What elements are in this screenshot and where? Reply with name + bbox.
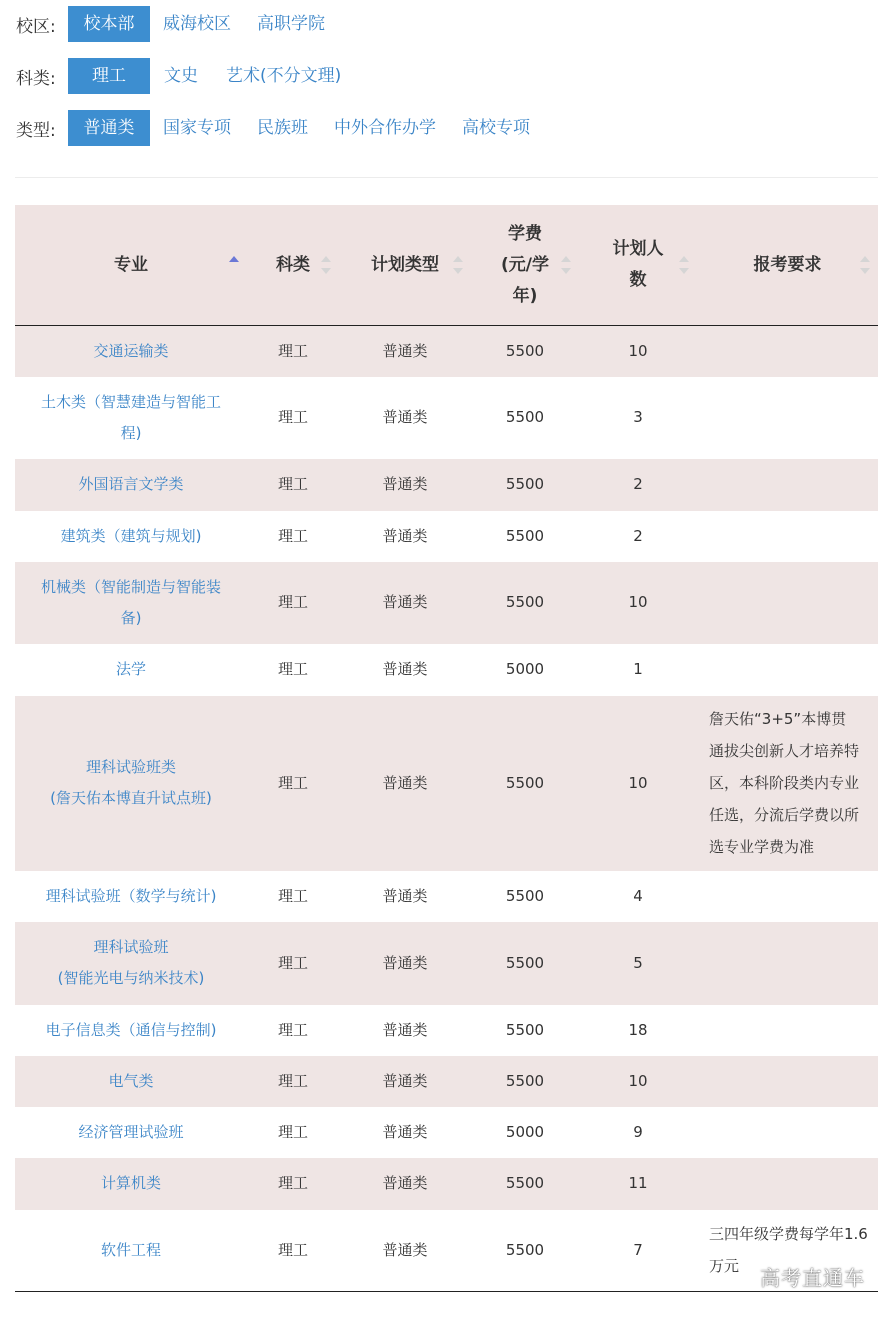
count-cell: 18 <box>579 1005 697 1056</box>
major-link[interactable] <box>15 1005 247 1056</box>
table-row <box>15 1056 878 1107</box>
count-cell: 3 <box>579 377 697 459</box>
header-plan-count-line: 计划人 <box>612 239 664 259</box>
requirement-text-line: 选专业学费为准 <box>709 838 815 856</box>
major-link[interactable] <box>15 644 247 696</box>
subject-filter <box>16 58 355 94</box>
tuition-cell: 5500 <box>471 922 579 1005</box>
header-tuition-line: (元/学 <box>501 254 549 275</box>
type-option-sino-foreign[interactable]: 中外合作办学 <box>334 118 436 138</box>
count-cell: 1 <box>579 644 697 696</box>
plan-type-cell: 普通类 <box>339 562 471 644</box>
sort-icon[interactable] <box>860 255 870 275</box>
major-text-line: 外国语言文学类 <box>78 475 184 493</box>
subject-option-liberal-arts[interactable]: 文史 <box>164 66 198 86</box>
header-major-label: 专业 <box>114 254 148 275</box>
major-link[interactable] <box>15 1158 247 1210</box>
plan-type-cell: 普通类 <box>339 1107 471 1158</box>
header-tuition-line: 年) <box>512 285 538 306</box>
table-row <box>15 562 878 644</box>
subject-cell: 理工 <box>247 922 339 1005</box>
header-subject[interactable] <box>247 205 339 326</box>
table-row <box>15 1210 878 1292</box>
major-text-line: 法学 <box>115 660 146 678</box>
count-cell: 2 <box>579 459 697 511</box>
table-row <box>15 696 878 871</box>
major-text-line: 土木类（智慧建造与智能工 <box>40 392 221 411</box>
major-text-line: 软件工程 <box>100 1240 161 1259</box>
requirement-text-line: 任选，分流后学费以所 <box>709 806 860 824</box>
plan-type-cell: 普通类 <box>339 922 471 1005</box>
campus-filter <box>16 6 338 42</box>
type-option-national[interactable]: 国家专项 <box>163 118 231 138</box>
requirement-cell <box>697 1005 878 1056</box>
plan-type-cell: 普通类 <box>339 1056 471 1107</box>
major-link[interactable] <box>15 922 247 1005</box>
header-tuition-line: 学费 <box>508 223 542 244</box>
plan-type-cell: 普通类 <box>339 511 471 562</box>
sort-icon[interactable] <box>321 255 331 275</box>
requirement-cell <box>697 922 878 1005</box>
subject-filter-label: 科类: <box>16 68 56 89</box>
subject-cell: 理工 <box>247 871 339 922</box>
tuition-cell: 5500 <box>471 511 579 562</box>
subject-cell: 理工 <box>247 644 339 696</box>
tuition-cell: 5500 <box>471 459 579 511</box>
subject-cell: 理工 <box>247 562 339 644</box>
subject-cell: 理工 <box>247 696 339 871</box>
table-row <box>15 511 878 562</box>
table-row <box>15 1005 878 1056</box>
plan-type-cell: 普通类 <box>339 696 471 871</box>
plan-type-cell: 普通类 <box>339 459 471 511</box>
major-text-line: 计算机类 <box>100 1174 161 1192</box>
table-row <box>15 1107 878 1158</box>
requirement-cell <box>697 459 878 511</box>
major-text-line: 备) <box>120 608 142 627</box>
count-cell: 7 <box>579 1210 697 1292</box>
table-body <box>15 326 878 1292</box>
major-text-line: 交通运输类 <box>93 341 169 360</box>
header-subject-label: 科类 <box>276 254 310 275</box>
major-text-line: 理科试验班 <box>93 938 169 956</box>
tuition-cell: 5500 <box>471 326 579 377</box>
major-text-line: 经济管理试验班 <box>78 1122 184 1141</box>
count-cell: 4 <box>579 871 697 922</box>
requirement-text-line: 詹天佑“3+5”本博贯 <box>709 710 847 728</box>
requirement-cell <box>697 1158 878 1210</box>
type-option-university-special[interactable]: 高校专项 <box>462 118 530 138</box>
count-cell: 10 <box>579 1056 697 1107</box>
enrollment-plan-table <box>15 205 878 1292</box>
plan-type-cell: 普通类 <box>339 326 471 377</box>
count-cell: 2 <box>579 511 697 562</box>
requirement-cell <box>697 377 878 459</box>
table-row <box>15 1158 878 1210</box>
tuition-cell: 5500 <box>471 377 579 459</box>
plan-type-cell: 普通类 <box>339 1210 471 1292</box>
requirement-cell <box>697 1056 878 1107</box>
subject-cell: 理工 <box>247 377 339 459</box>
major-text-line: 建筑类（建筑与规划) <box>60 526 202 545</box>
sort-icon[interactable] <box>453 255 463 275</box>
requirement-text-line: 区，本科阶段类内专业 <box>709 774 860 792</box>
tuition-cell: 5500 <box>471 871 579 922</box>
table-header-row <box>15 205 878 326</box>
header-plan-type-label: 计划类型 <box>371 254 439 275</box>
requirement-text-line: 万元 <box>709 1257 740 1276</box>
requirement-text-line: 通拔尖创新人才培养特 <box>709 742 860 760</box>
subject-cell: 理工 <box>247 1107 339 1158</box>
tuition-cell: 5500 <box>471 696 579 871</box>
major-text-line: 理科试验班类 <box>85 758 176 776</box>
subject-cell: 理工 <box>247 1158 339 1210</box>
tuition-cell: 5500 <box>471 1210 579 1292</box>
section-divider <box>15 177 878 178</box>
major-text-line: 电气类 <box>108 1071 154 1090</box>
header-tuition[interactable] <box>471 205 579 326</box>
header-plan-type[interactable] <box>339 205 471 326</box>
major-text-line: 程) <box>120 423 142 442</box>
table-row <box>15 644 878 696</box>
tuition-cell: 5000 <box>471 644 579 696</box>
requirement-cell <box>697 326 878 377</box>
campus-option-main[interactable]: 校本部 <box>68 6 150 42</box>
tuition-cell: 5500 <box>471 1005 579 1056</box>
requirement-cell <box>697 644 878 696</box>
requirement-cell <box>697 562 878 644</box>
subject-cell: 理工 <box>247 1210 339 1292</box>
count-cell: 11 <box>579 1158 697 1210</box>
subject-cell: 理工 <box>247 326 339 377</box>
header-requirement[interactable] <box>697 205 878 326</box>
major-link[interactable] <box>15 326 247 377</box>
plan-type-cell: 普通类 <box>339 1158 471 1210</box>
type-option-ethnic[interactable]: 民族班 <box>257 118 308 138</box>
major-text-line: 机械类（智能制造与智能装 <box>40 577 221 596</box>
tuition-cell: 5000 <box>471 1107 579 1158</box>
campus-filter-label: 校区: <box>16 16 56 37</box>
major-text-line: (詹天佑本博直升试点班) <box>50 789 212 807</box>
subject-cell: 理工 <box>247 511 339 562</box>
table-row <box>15 326 878 377</box>
major-link[interactable] <box>15 511 247 562</box>
type-filter-label: 类型: <box>16 120 56 141</box>
count-cell: 5 <box>579 922 697 1005</box>
sort-icon[interactable] <box>679 255 689 275</box>
count-cell: 10 <box>579 562 697 644</box>
subject-option-art[interactable]: 艺术(不分文理) <box>226 66 342 86</box>
major-link[interactable] <box>15 562 247 644</box>
plan-type-cell: 普通类 <box>339 871 471 922</box>
tuition-cell: 5500 <box>471 1056 579 1107</box>
subject-option-science[interactable]: 理工 <box>68 58 150 94</box>
major-link[interactable] <box>15 1107 247 1158</box>
tuition-cell: 5500 <box>471 562 579 644</box>
type-filter <box>16 110 543 146</box>
major-text-line: (智能光电与纳米技术) <box>57 969 205 987</box>
table-row <box>15 922 878 1005</box>
major-link[interactable] <box>15 1056 247 1107</box>
requirement-cell <box>697 871 878 922</box>
sort-icon[interactable] <box>561 255 571 275</box>
requirement-cell <box>697 1107 878 1158</box>
major-text-line: 理科试验班（数学与统计) <box>45 886 217 905</box>
major-link[interactable] <box>15 871 247 922</box>
requirement-cell <box>697 511 878 562</box>
major-text-line: 电子信息类（通信与控制) <box>45 1020 217 1039</box>
plan-type-cell: 普通类 <box>339 644 471 696</box>
major-link[interactable] <box>15 1210 247 1292</box>
campus-option-weihai[interactable]: 威海校区 <box>163 14 231 34</box>
major-link[interactable] <box>15 696 247 871</box>
campus-option-vocational[interactable]: 高职学院 <box>257 14 325 34</box>
requirement-cell <box>697 696 878 871</box>
subject-cell: 理工 <box>247 1056 339 1107</box>
count-cell: 10 <box>579 326 697 377</box>
header-requirement-label: 报考要求 <box>753 254 822 275</box>
subject-cell: 理工 <box>247 459 339 511</box>
header-plan-count-line: 数 <box>629 270 647 290</box>
type-option-general[interactable]: 普通类 <box>68 110 150 146</box>
watermark: 高考直通车 <box>760 1266 865 1290</box>
sort-ascending-icon[interactable] <box>229 255 239 275</box>
tuition-cell: 5500 <box>471 1158 579 1210</box>
header-major[interactable] <box>15 205 247 326</box>
count-cell: 10 <box>579 696 697 871</box>
plan-type-cell: 普通类 <box>339 377 471 459</box>
table-row <box>15 459 878 511</box>
requirement-text-line: 三四年级学费每学年1.6 <box>709 1225 868 1244</box>
major-link[interactable] <box>15 459 247 511</box>
header-plan-count[interactable] <box>579 205 697 326</box>
major-link[interactable] <box>15 377 247 459</box>
count-cell: 9 <box>579 1107 697 1158</box>
subject-cell: 理工 <box>247 1005 339 1056</box>
table-row <box>15 871 878 922</box>
plan-type-cell: 普通类 <box>339 1005 471 1056</box>
table-row <box>15 377 878 459</box>
